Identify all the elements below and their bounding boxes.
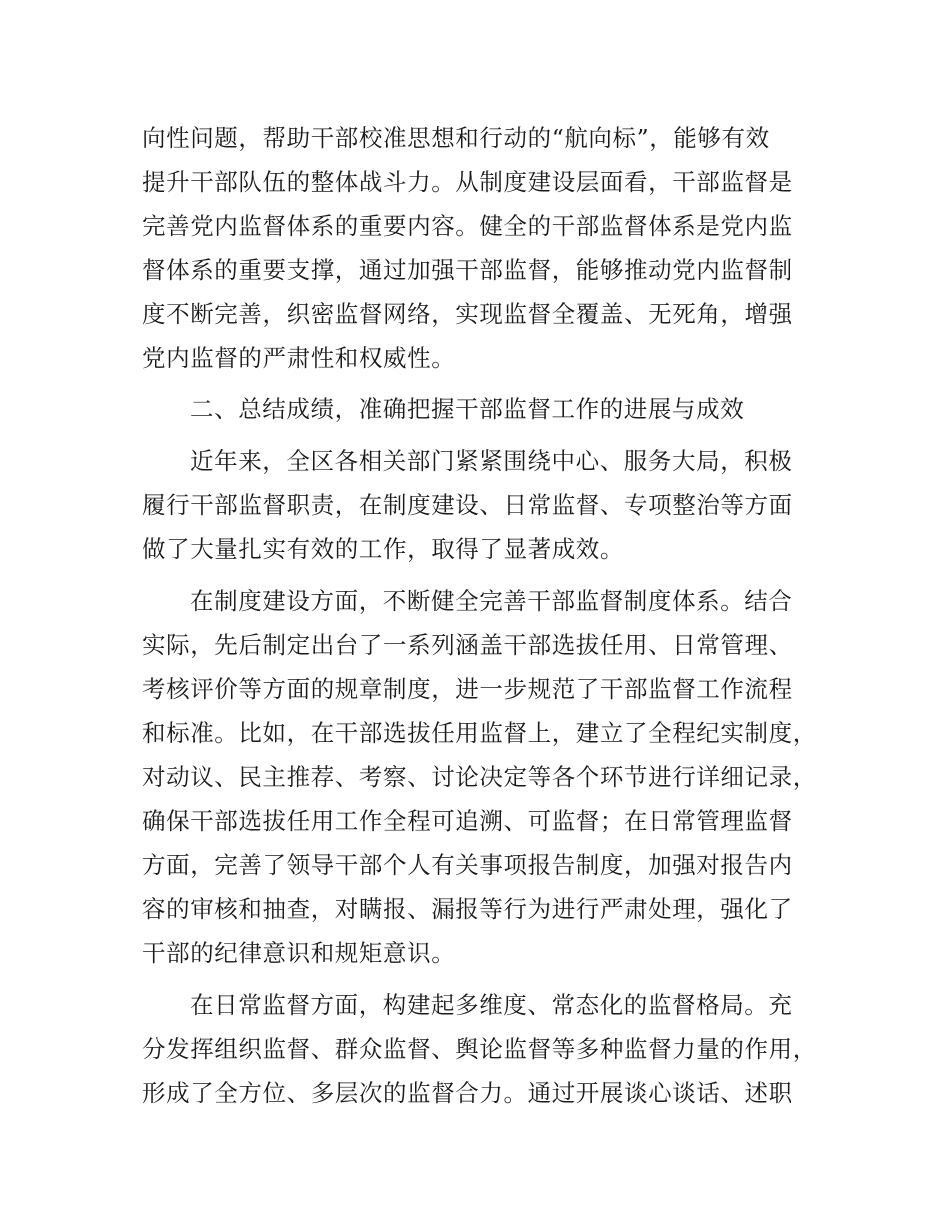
text-line: 实际，先后制定出台了一系列涵盖干部选拔任用、日常管理、 [142,631,793,659]
text-line: 度不断完善，织密监督网络，实现监督全覆盖、无死角，增强 [142,300,793,328]
text-line: 履行干部监督职责，在制度建设、日常监督、专项整治等方面 [142,491,793,519]
text-line: 在日常监督方面，构建起多维度、常态化的监督格局。充 [190,991,793,1019]
text-line: 形成了全方位、多层次的监督合力。通过开展谈心谈话、述职 [142,1079,793,1107]
text-line: 容的审核和抽查，对瞒报、漏报等行为进行严肃处理，强化了 [142,895,793,923]
text-line: 完善党内监督体系的重要内容。健全的干部监督体系是党内监 [142,212,793,240]
heading-text: 二、总结成绩，准确把握干部监督工作的进展与成效 [190,395,745,423]
text-line: 近年来，全区各相关部门紧紧围绕中心、服务大局，积极 [190,447,793,475]
text-line: 督体系的重要支撑，通过加强干部监督，能够推动党内监督制 [142,256,793,284]
text-line: 对动议、民主推荐、考察、讨论决定等各个环节进行详细记录， [142,763,817,791]
text-line: 确保干部选拔任用工作全程可追溯、可监督；在日常管理监督 [142,807,793,835]
text-line: 和标准。比如，在干部选拔任用监督上，建立了全程纪实制度， [142,719,817,747]
text-line: 党内监督的严肃性和权威性。 [142,344,456,372]
text-line: 做了大量扎实有效的工作，取得了显著成效。 [142,535,624,563]
text-line: 考核评价等方面的规章制度，进一步规范了干部监督工作流程 [142,675,793,703]
text-line: 方面，完善了领导干部个人有关事项报告制度，加强对报告内 [142,851,793,879]
text-line: 干部的纪律意识和规矩意识。 [142,939,456,967]
text-line: 向性问题，帮助干部校准思想和行动的“航向标”，能够有效 [142,124,770,152]
text-line: 提升干部队伍的整体战斗力。从制度建设层面看，干部监督是 [142,168,793,196]
text-line: 在制度建设方面，不断健全完善干部监督制度体系。结合 [190,587,793,615]
text-line: 分发挥组织监督、群众监督、舆论监督等多种监督力量的作用， [142,1035,817,1063]
